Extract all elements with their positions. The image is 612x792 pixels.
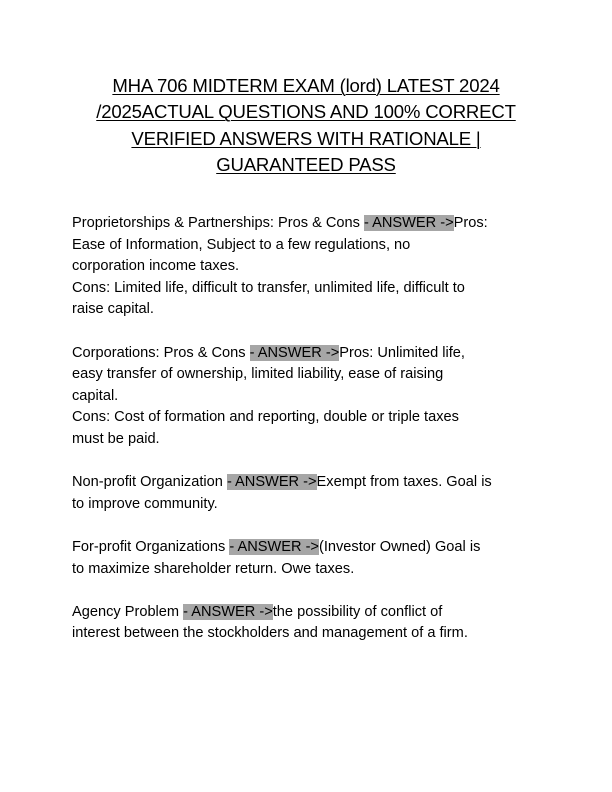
title-line: VERIFIED ANSWERS WITH RATIONALE | bbox=[131, 127, 481, 149]
question-text: Agency Problem bbox=[72, 603, 184, 620]
qa-entry-proprietorships bbox=[72, 213, 552, 321]
answer-line: to improve community. bbox=[72, 495, 218, 512]
answer-line: Cons: Cost of formation and reporting, double or triple taxes bbox=[72, 409, 459, 426]
qa-first-line bbox=[72, 472, 552, 494]
answer-line: capital. bbox=[72, 387, 119, 404]
qa-entry-agency-problem bbox=[72, 602, 552, 645]
qa-entry-non-profit bbox=[72, 472, 552, 515]
question-text: Non-profit Organization bbox=[72, 474, 227, 491]
answer-line: interest between the stockholders and management of a firm. bbox=[72, 625, 468, 642]
answer-marker: - ANSWER -> bbox=[249, 344, 340, 361]
qa-entry-corporations bbox=[72, 343, 552, 451]
answer-text: (Investor Owned) Goal is bbox=[318, 538, 481, 555]
answer-text: Exempt from taxes. Goal is bbox=[316, 474, 492, 491]
qa-first-line bbox=[72, 213, 552, 235]
answer-line: corporation income taxes. bbox=[72, 258, 240, 275]
question-text: For-profit Organizations bbox=[72, 538, 230, 555]
title-line: /2025ACTUAL QUESTIONS AND 100% CORRECT bbox=[96, 101, 516, 123]
answer-marker: - ANSWER -> bbox=[229, 538, 319, 555]
document-title bbox=[60, 73, 552, 179]
answer-line: Ease of Information, Subject to a few regulations, no bbox=[72, 236, 411, 253]
answer-text: Pros: Unlimited life, bbox=[339, 344, 465, 361]
question-text: Proprietorships & Partnerships: Pros & Cons bbox=[72, 215, 364, 231]
answer-line: to maximize shareholder return. Owe taxes. bbox=[72, 560, 355, 577]
answer-line: easy transfer of ownership, limited liability, ease of raising bbox=[72, 366, 444, 383]
qa-first-line bbox=[72, 343, 552, 365]
question-text: Corporations: Pros & Cons bbox=[72, 344, 250, 361]
answer-line: raise capital. bbox=[72, 301, 154, 318]
qa-first-line bbox=[72, 537, 552, 559]
title-line: MHA 706 MIDTERM EXAM (lord) LATEST 2024 bbox=[112, 75, 500, 96]
answer-line: Cons: Limited life, difficult to transfer, unlimited life, difficult to bbox=[72, 279, 465, 296]
qa-first-line bbox=[72, 602, 552, 624]
answer-text: the possibility of conflict of bbox=[272, 603, 443, 620]
answer-text: Pros: bbox=[453, 215, 488, 231]
answer-marker: - ANSWER -> bbox=[183, 603, 273, 620]
title-line: GUARANTEED PASS bbox=[216, 154, 396, 176]
qa-entry-for-profit bbox=[72, 537, 552, 580]
answer-marker: - ANSWER -> bbox=[226, 474, 317, 491]
qa-list bbox=[72, 213, 552, 666]
answer-marker: - ANSWER -> bbox=[364, 215, 454, 231]
answer-line: must be paid. bbox=[72, 430, 160, 447]
